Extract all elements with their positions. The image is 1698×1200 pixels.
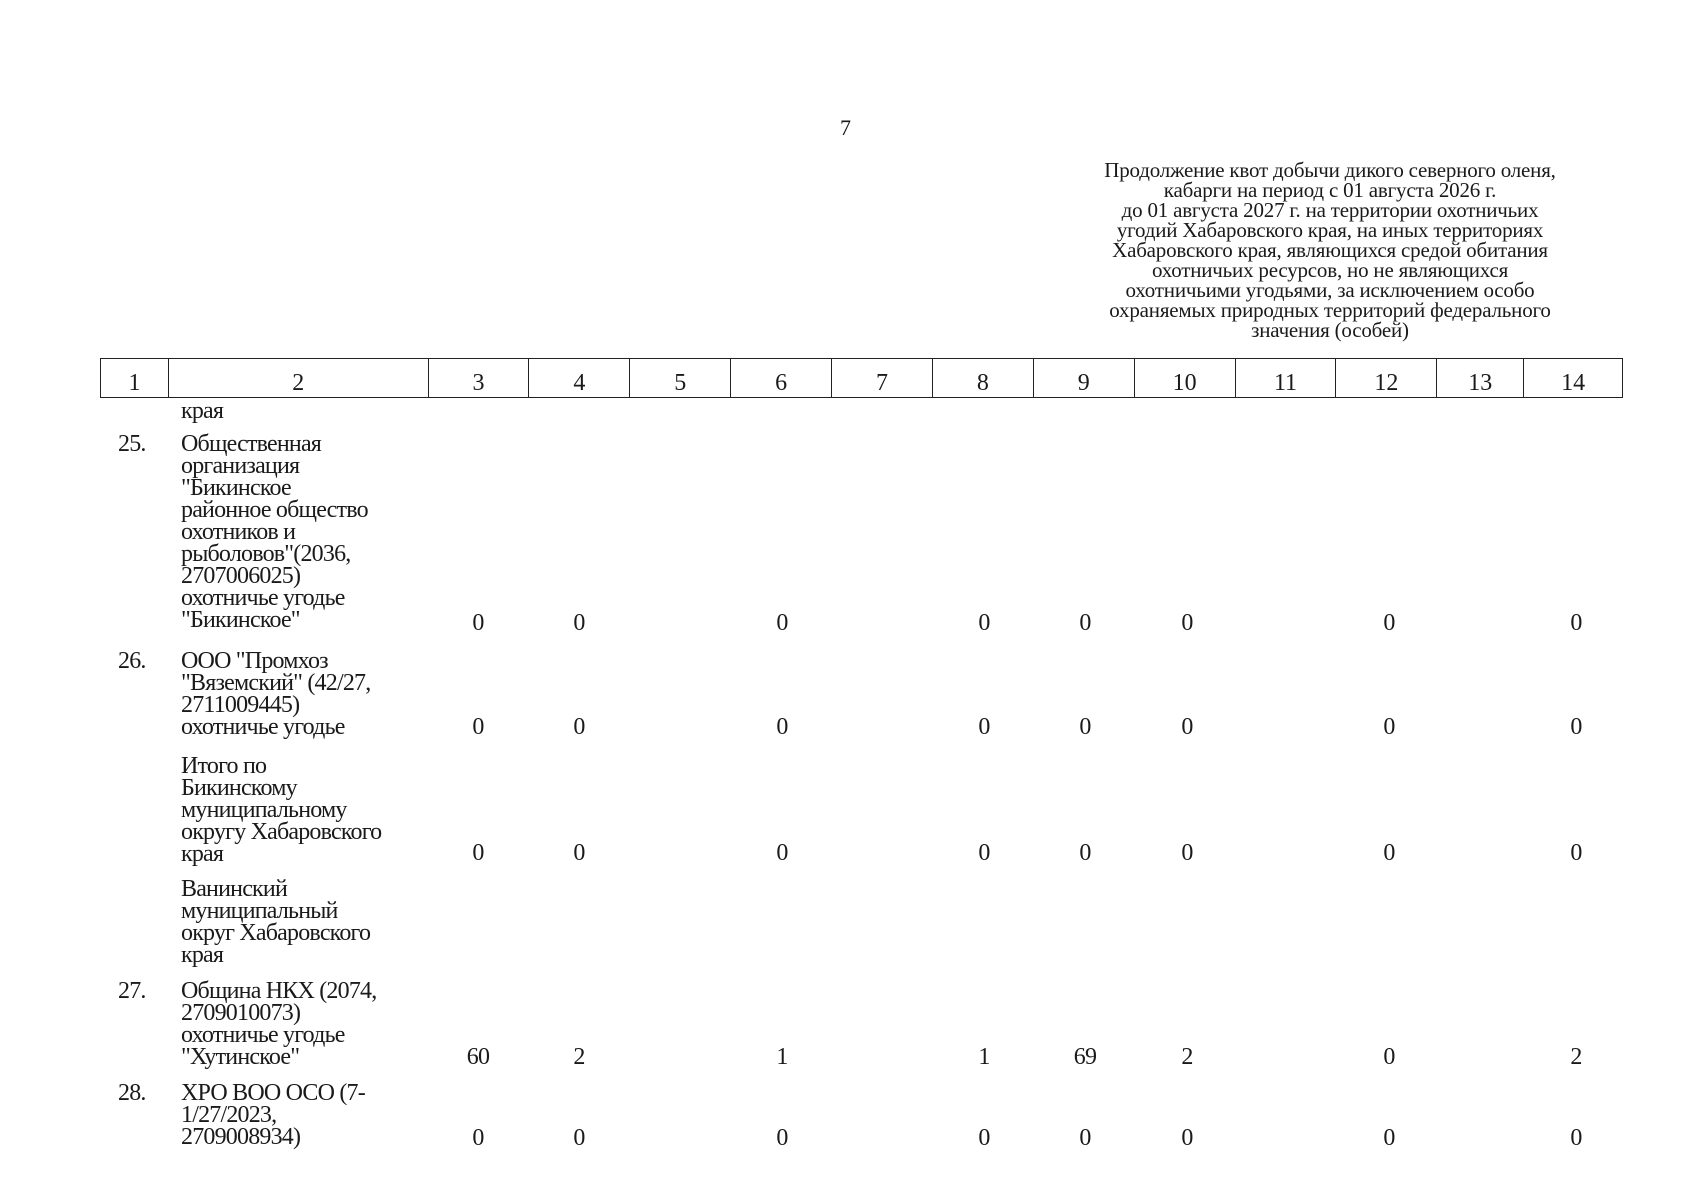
column-header-14: 14 xyxy=(1561,370,1586,396)
cell-value-c9: 0 xyxy=(1079,610,1091,636)
cell-value-c10: 0 xyxy=(1181,610,1193,636)
column-header-4: 4 xyxy=(529,359,630,397)
row-index: 25. xyxy=(118,431,146,457)
cell-value-c14: 0 xyxy=(1570,714,1582,740)
table-caption: Продолжение квот добычи дикого северного оленя, кабарги на период с 01 августа 2026 г. до 01 августа 2027 г. на территории охотничьих угодий Хабаровского края, на иных территориях Хабаровского края, являющихся средой обитания охотничьих ресурсов, но не являющихся охотничьими угодьями, за исключением особо охраняемых природных территорий федерального значения (особей) xyxy=(1104,158,1556,342)
column-header-6: 6 xyxy=(731,359,832,397)
cell-value-c3: 0 xyxy=(472,1125,484,1151)
cell-value-c9: 0 xyxy=(1079,714,1091,740)
column-header-13: 13 xyxy=(1437,359,1524,397)
cell-value-c9: 0 xyxy=(1079,1125,1091,1151)
column-header-9: 9 xyxy=(1034,359,1135,397)
page-number: 7 xyxy=(840,115,851,140)
cell-value-c3: 0 xyxy=(472,840,484,866)
cell-value-c3: 0 xyxy=(472,610,484,636)
column-header-2: 2 xyxy=(169,359,429,397)
cell-value-c14: 0 xyxy=(1570,610,1582,636)
cell-value-c10: 2 xyxy=(1181,1044,1193,1070)
column-header-11: 11 xyxy=(1236,359,1337,397)
row-index: 28. xyxy=(118,1080,146,1106)
row-name: ООО "Промхоз "Вяземский" (42/27, 2711009445) охотничье угодье xyxy=(181,648,371,740)
cell-value-c4: 0 xyxy=(573,1125,585,1151)
cell-value-c10: 0 xyxy=(1181,714,1193,740)
cell-value-c6: 0 xyxy=(776,1125,788,1151)
cell-value-c4: 0 xyxy=(573,610,585,636)
cell-value-c12: 0 xyxy=(1383,714,1395,740)
row-name: Ванинский муниципальный округ Хабаровского края xyxy=(181,876,371,968)
cell-value-c4: 0 xyxy=(573,714,585,740)
row-index: 26. xyxy=(118,648,146,674)
column-header-12: 12 xyxy=(1336,359,1437,397)
cell-value-c8: 0 xyxy=(978,610,990,636)
cell-value-c6: 0 xyxy=(776,840,788,866)
continuation-text: края xyxy=(181,398,224,424)
column-header-5: 5 xyxy=(630,359,731,397)
cell-value-c3: 0 xyxy=(472,714,484,740)
cell-value-c12: 0 xyxy=(1383,610,1395,636)
cell-value-c12: 0 xyxy=(1383,1125,1395,1151)
cell-value-c14: 0 xyxy=(1570,840,1582,866)
cell-value-c12: 0 xyxy=(1383,840,1395,866)
row-name: Итого по Бикинскому муниципальному округу Хабаровского края xyxy=(181,753,382,867)
row-name: Община НКХ (2074, 2709010073) охотничье угодье "Хутинское" xyxy=(181,978,377,1070)
cell-value-c14: 2 xyxy=(1570,1044,1582,1070)
cell-value-c8: 0 xyxy=(978,714,990,740)
cell-value-c4: 2 xyxy=(573,1044,585,1070)
cell-value-c8: 0 xyxy=(978,840,990,866)
row-index: 27. xyxy=(118,978,146,1004)
cell-value-c10: 0 xyxy=(1181,840,1193,866)
cell-value-c9: 0 xyxy=(1079,840,1091,866)
column-header-10: 10 xyxy=(1135,359,1236,397)
column-header-8: 8 xyxy=(933,359,1034,397)
row-name: Общественная организация "Бикинское районное общество охотников и рыболовов"(2036, 2707006025) охотничье угодье "Бикинское" xyxy=(181,431,368,633)
cell-value-c9: 69 xyxy=(1073,1044,1097,1070)
cell-value-c3: 60 xyxy=(466,1044,490,1070)
cell-value-c6: 0 xyxy=(776,610,788,636)
cell-value-c4: 0 xyxy=(573,840,585,866)
row-name: ХРО ВОО ОСО (7- 1/27/2023, 2709008934) xyxy=(181,1080,365,1150)
cell-value-c10: 0 xyxy=(1181,1125,1193,1151)
cell-value-c14: 0 xyxy=(1570,1125,1582,1151)
cell-value-c6: 1 xyxy=(776,1044,788,1070)
column-header-row xyxy=(100,358,1623,398)
cell-value-c6: 0 xyxy=(776,714,788,740)
cell-value-c12: 0 xyxy=(1383,1044,1395,1070)
cell-value-c8: 1 xyxy=(978,1044,990,1070)
column-header-1: 1 xyxy=(101,359,169,397)
column-header-3: 3 xyxy=(429,359,530,397)
cell-value-c8: 0 xyxy=(978,1125,990,1151)
column-header-7: 7 xyxy=(832,359,933,397)
